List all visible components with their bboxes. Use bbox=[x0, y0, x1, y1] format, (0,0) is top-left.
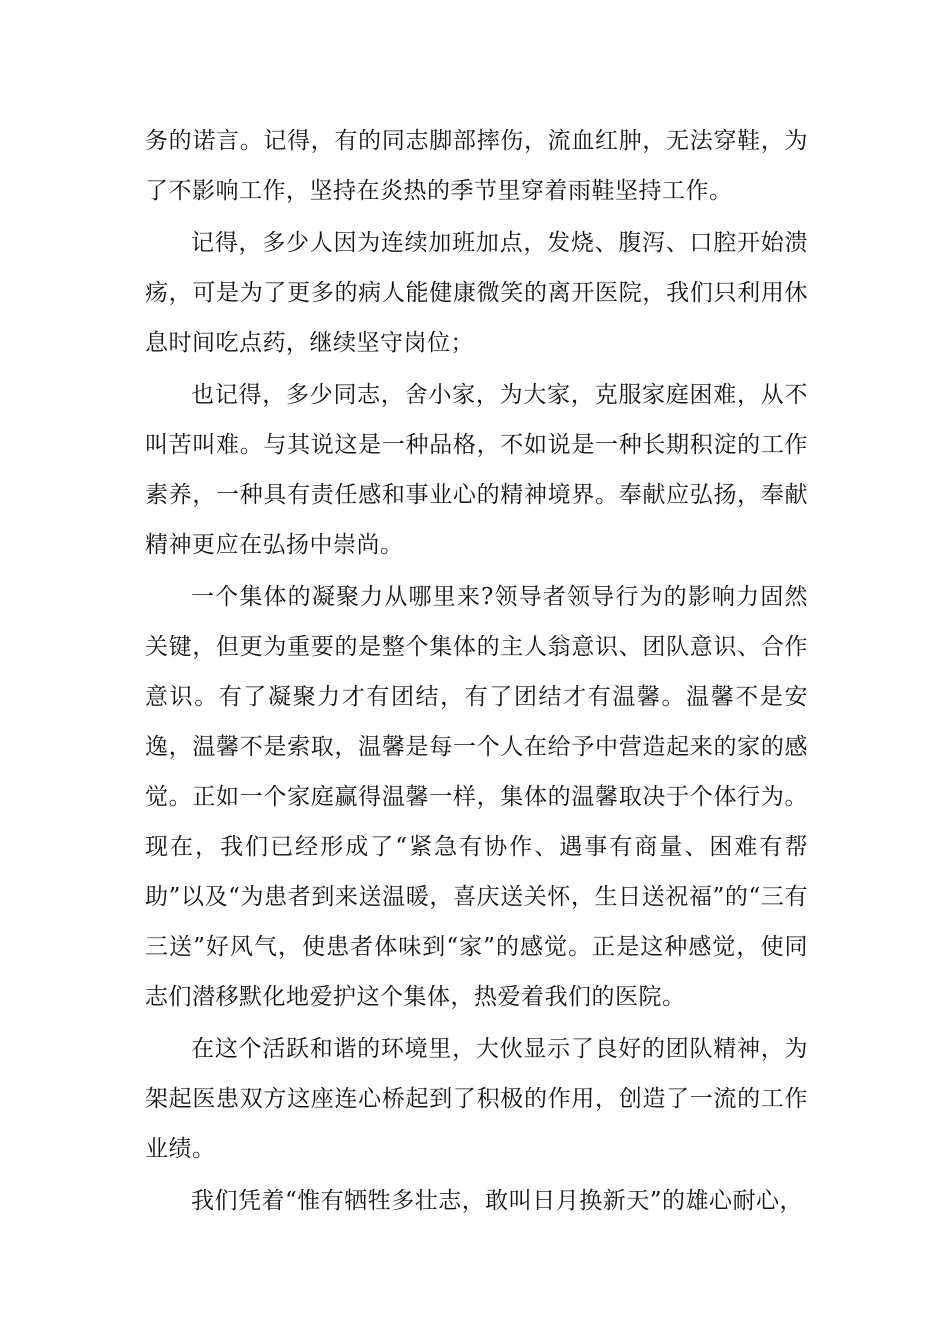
paragraph-5: 在这个活跃和谐的环境里，大伙显示了良好的团队精神，为架起医患双方这座连心桥起到了积极的作用，创造了一流的工作业绩。 bbox=[145, 1036, 808, 1162]
paragraph-2: 记得，多少人因为连续加班加点，发烧、腹泻、口腔开始溃疡，可是为了更多的病人能健康微笑的离开医院，我们只利用休息时间吃点药，继续坚守岗位； bbox=[145, 230, 808, 356]
document-body bbox=[145, 116, 808, 1228]
paragraph-6: 我们凭着“惟有牺牲多壮志，敢叫日月换新天”的雄心耐心， bbox=[191, 1188, 804, 1214]
paragraph-4: 一个集体的凝聚力从哪里来?领导者领导行为的影响力固然关键，但更为重要的是整个集体的主人翁意识、团队意识、合作意识。有了凝聚力才有团结，有了团结才有温馨。温馨不是安逸，温馨不是索取，温馨是每一个人在给予中营造起来的家的感觉。正如一个家庭赢得温馨一样，集体的温馨取决于个体行为。现在，我们已经形成了“紧急有协作、遇事有商量、困难有帮助”以及“为患者到来送温暖，喜庆送关怀，生日送祝福”的“三有三送”好风气，使患者体味到“家”的感觉。正是这种感觉，使同志们潜移默化地爱护这个集体，热爱着我们的医院。 bbox=[145, 584, 808, 1010]
paragraph-3: 也记得，多少同志，舍小家，为大家，克服家庭困难，从不叫苦叫难。与其说这是一种品格，不如说是一种长期积淀的工作素养，一种具有责任感和事业心的精神境界。奉献应弘扬，奉献精神更应在弘扬中崇尚。 bbox=[145, 382, 808, 558]
paragraph-1: 务的诺言。记得，有的同志脚部摔伤，流血红肿，无法穿鞋，为了不影响工作，坚持在炎热的季节里穿着雨鞋坚持工作。 bbox=[145, 128, 808, 204]
